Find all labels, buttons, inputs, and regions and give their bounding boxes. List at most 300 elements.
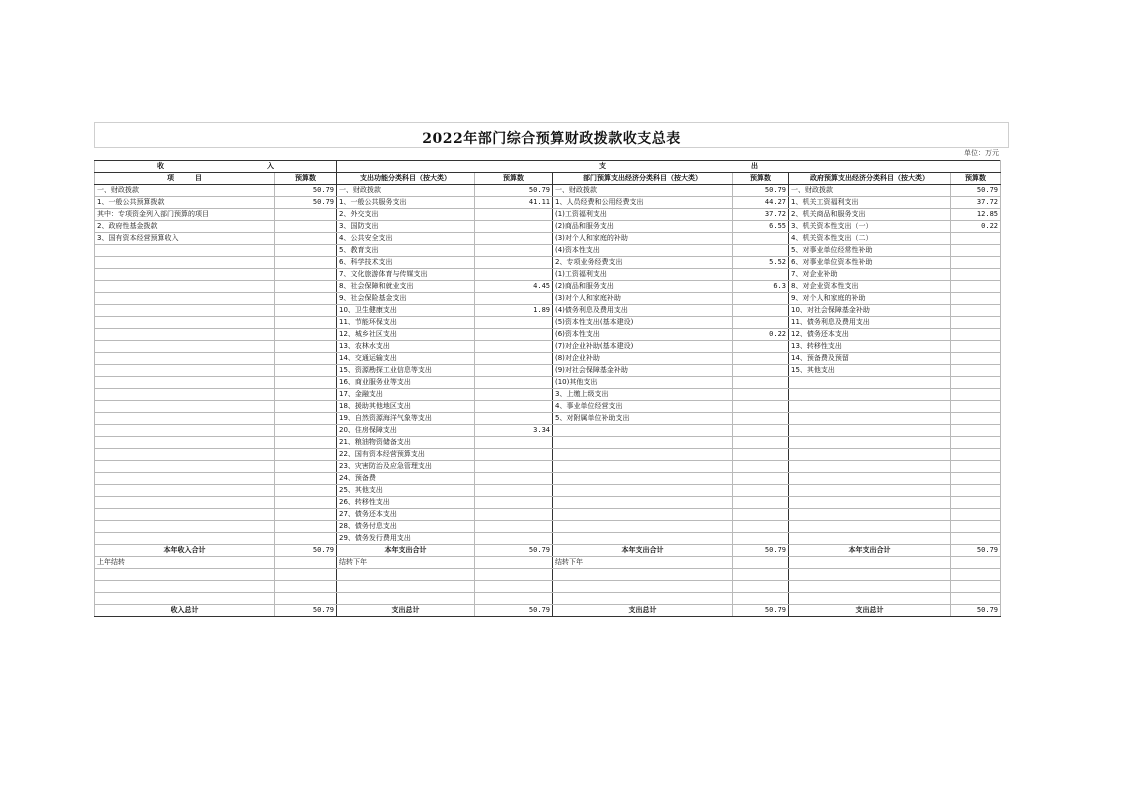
section-header-row bbox=[95, 161, 1001, 173]
budget-amount-cell bbox=[733, 497, 789, 509]
item-label-cell: 13、转移性支出 bbox=[789, 341, 951, 353]
item-label-cell: 17、金融支出 bbox=[337, 389, 475, 401]
budget-amount-cell bbox=[475, 521, 553, 533]
item-label-cell bbox=[553, 449, 733, 461]
budget-amount-cell: 50.79 bbox=[275, 545, 337, 557]
budget-sheet bbox=[94, 122, 1009, 687]
budget-amount-cell bbox=[275, 401, 337, 413]
table-row bbox=[95, 449, 1001, 461]
item-label-cell: 6、对事业单位资本性补助 bbox=[789, 257, 951, 269]
col-budget-header-3: 预算数 bbox=[733, 173, 789, 185]
budget-amount-cell bbox=[275, 245, 337, 257]
empty-cell bbox=[337, 593, 475, 605]
table-row bbox=[95, 341, 1001, 353]
item-label-cell bbox=[95, 341, 275, 353]
budget-amount-cell bbox=[733, 413, 789, 425]
budget-amount-cell: 50.79 bbox=[275, 185, 337, 197]
table-row bbox=[95, 329, 1001, 341]
budget-amount-cell bbox=[475, 245, 553, 257]
empty-cell bbox=[553, 569, 733, 581]
budget-amount-cell bbox=[951, 401, 1001, 413]
table-row bbox=[95, 365, 1001, 377]
budget-amount-cell bbox=[275, 353, 337, 365]
item-label-cell bbox=[95, 449, 275, 461]
budget-amount-cell bbox=[275, 557, 337, 569]
budget-amount-cell bbox=[733, 461, 789, 473]
table-row bbox=[95, 221, 1001, 233]
blank-row bbox=[95, 569, 1001, 581]
budget-amount-cell bbox=[275, 317, 337, 329]
blank-row bbox=[95, 593, 1001, 605]
item-label-cell bbox=[95, 329, 275, 341]
item-label-cell bbox=[789, 485, 951, 497]
budget-amount-cell bbox=[951, 257, 1001, 269]
table-row bbox=[95, 281, 1001, 293]
budget-amount-cell bbox=[275, 329, 337, 341]
item-label-cell: 18、援助其他地区支出 bbox=[337, 401, 475, 413]
budget-amount-cell bbox=[733, 233, 789, 245]
item-label-cell bbox=[553, 521, 733, 533]
budget-amount-cell bbox=[951, 233, 1001, 245]
budget-amount-cell: 5.52 bbox=[733, 257, 789, 269]
item-label-cell bbox=[789, 401, 951, 413]
item-label-cell: 3、国有资本经营预算收入 bbox=[95, 233, 275, 245]
item-label-cell: 28、债务付息支出 bbox=[337, 521, 475, 533]
budget-amount-cell: 50.79 bbox=[475, 185, 553, 197]
item-label-cell: 10、卫生健康支出 bbox=[337, 305, 475, 317]
table-row bbox=[95, 425, 1001, 437]
empty-cell bbox=[733, 581, 789, 593]
column-header-row bbox=[95, 173, 1001, 185]
budget-amount-cell bbox=[275, 281, 337, 293]
budget-amount-cell: 50.79 bbox=[275, 605, 337, 617]
income-label-2: 入 bbox=[267, 162, 274, 170]
item-label-cell: 9、社会保险基金支出 bbox=[337, 293, 475, 305]
item-label-cell: 3、国防支出 bbox=[337, 221, 475, 233]
empty-cell bbox=[951, 569, 1001, 581]
budget-amount-cell bbox=[951, 473, 1001, 485]
item-label-cell: 22、国有资本经营预算支出 bbox=[337, 449, 475, 461]
empty-cell bbox=[337, 569, 475, 581]
budget-amount-cell bbox=[951, 425, 1001, 437]
table-row bbox=[95, 185, 1001, 197]
empty-cell bbox=[553, 581, 733, 593]
budget-amount-cell bbox=[275, 521, 337, 533]
item-label-cell: 支出总计 bbox=[789, 605, 951, 617]
item-label-cell: 本年收入合计 bbox=[95, 545, 275, 557]
budget-amount-cell bbox=[733, 305, 789, 317]
budget-amount-cell bbox=[733, 269, 789, 281]
budget-amount-cell bbox=[475, 461, 553, 473]
budget-amount-cell bbox=[275, 269, 337, 281]
item-label-cell: 5、对事业单位经常性补助 bbox=[789, 245, 951, 257]
budget-amount-cell bbox=[275, 305, 337, 317]
year-total-row bbox=[95, 545, 1001, 557]
budget-amount-cell bbox=[733, 245, 789, 257]
item-label-cell bbox=[553, 509, 733, 521]
budget-amount-cell bbox=[275, 209, 337, 221]
item-label-cell bbox=[95, 389, 275, 401]
budget-amount-cell: 12.85 bbox=[951, 209, 1001, 221]
item-label-cell: (3)对个人和家庭的补助 bbox=[553, 233, 733, 245]
item-label-cell: (2)商品和服务支出 bbox=[553, 221, 733, 233]
budget-amount-cell bbox=[475, 437, 553, 449]
budget-amount-cell bbox=[275, 221, 337, 233]
item-label-cell bbox=[95, 437, 275, 449]
empty-cell bbox=[275, 581, 337, 593]
item-label-cell bbox=[553, 437, 733, 449]
item-label-cell bbox=[553, 533, 733, 545]
budget-amount-cell bbox=[275, 377, 337, 389]
budget-amount-cell: 41.11 bbox=[475, 197, 553, 209]
item-label-cell: 3、机关资本性支出（一） bbox=[789, 221, 951, 233]
col-budget-header-1: 预算数 bbox=[275, 173, 337, 185]
item-label-cell: 29、债务发行费用支出 bbox=[337, 533, 475, 545]
item-label-cell bbox=[95, 293, 275, 305]
item-label-cell: 本年支出合计 bbox=[553, 545, 733, 557]
budget-amount-cell: 3.34 bbox=[475, 425, 553, 437]
item-label-cell: 其中：专项资金列入部门预算的项目 bbox=[95, 209, 275, 221]
item-label-cell: 一、财政拨款 bbox=[553, 185, 733, 197]
budget-amount-cell bbox=[275, 389, 337, 401]
budget-amount-cell: 37.72 bbox=[951, 197, 1001, 209]
item-label-cell bbox=[95, 509, 275, 521]
budget-amount-cell: 0.22 bbox=[951, 221, 1001, 233]
item-label-cell: 6、科学技术支出 bbox=[337, 257, 475, 269]
item-label-cell: 20、住房保障支出 bbox=[337, 425, 475, 437]
item-label-cell bbox=[789, 497, 951, 509]
item-label-cell: 2、专项业务经费支出 bbox=[553, 257, 733, 269]
item-label-cell: 14、预备费及预留 bbox=[789, 353, 951, 365]
budget-amount-cell bbox=[733, 485, 789, 497]
budget-amount-cell: 4.45 bbox=[475, 281, 553, 293]
col-func-header: 支出功能分类科目（按大类） bbox=[337, 173, 475, 185]
budget-amount-cell bbox=[733, 317, 789, 329]
title-row bbox=[94, 122, 1009, 148]
budget-amount-cell bbox=[733, 341, 789, 353]
budget-amount-cell bbox=[275, 473, 337, 485]
item-label-cell: (1)工资福利支出 bbox=[553, 209, 733, 221]
budget-amount-cell bbox=[733, 377, 789, 389]
item-label-cell bbox=[95, 269, 275, 281]
budget-amount-cell bbox=[733, 449, 789, 461]
budget-amount-cell bbox=[951, 305, 1001, 317]
item-label-cell: (4)资本性支出 bbox=[553, 245, 733, 257]
budget-amount-cell bbox=[475, 293, 553, 305]
item-label-cell bbox=[95, 497, 275, 509]
budget-amount-cell bbox=[733, 521, 789, 533]
col-item-header: 项 目 bbox=[95, 173, 275, 185]
item-label-cell: 1、机关工资福利支出 bbox=[789, 197, 951, 209]
table-row bbox=[95, 293, 1001, 305]
empty-cell bbox=[95, 593, 275, 605]
item-label-cell: 4、事业单位经营支出 bbox=[553, 401, 733, 413]
budget-amount-cell bbox=[951, 437, 1001, 449]
item-label-cell bbox=[553, 497, 733, 509]
empty-cell bbox=[475, 593, 553, 605]
item-label-cell: 27、债务还本支出 bbox=[337, 509, 475, 521]
budget-amount-cell bbox=[475, 533, 553, 545]
item-label-cell bbox=[95, 305, 275, 317]
budget-amount-cell bbox=[475, 233, 553, 245]
budget-amount-cell: 50.79 bbox=[475, 545, 553, 557]
budget-amount-cell bbox=[951, 341, 1001, 353]
item-label-cell: 结转下年 bbox=[553, 557, 733, 569]
budget-amount-cell bbox=[733, 533, 789, 545]
empty-cell bbox=[789, 569, 951, 581]
item-label-cell bbox=[553, 473, 733, 485]
budget-amount-cell bbox=[275, 437, 337, 449]
item-label-cell: 4、公共安全支出 bbox=[337, 233, 475, 245]
item-label-cell: (9)对社会保障基金补助 bbox=[553, 365, 733, 377]
item-label-cell: 11、节能环保支出 bbox=[337, 317, 475, 329]
item-label-cell: (4)债务利息及费用支出 bbox=[553, 305, 733, 317]
item-label-cell bbox=[789, 473, 951, 485]
item-label-cell: (7)对企业补助(基本建设) bbox=[553, 341, 733, 353]
col-budget-header-2: 预算数 bbox=[475, 173, 553, 185]
budget-amount-cell: 6.55 bbox=[733, 221, 789, 233]
budget-amount-cell bbox=[475, 497, 553, 509]
item-label-cell: 8、对企业资本性支出 bbox=[789, 281, 951, 293]
expense-label-2: 出 bbox=[751, 162, 758, 170]
table-row bbox=[95, 233, 1001, 245]
table-row bbox=[95, 209, 1001, 221]
item-label-cell: 25、其他支出 bbox=[337, 485, 475, 497]
budget-amount-cell bbox=[475, 209, 553, 221]
budget-amount-cell bbox=[951, 497, 1001, 509]
table-row bbox=[95, 485, 1001, 497]
budget-amount-cell: 50.79 bbox=[733, 545, 789, 557]
item-label-cell bbox=[95, 461, 275, 473]
budget-amount-cell bbox=[475, 473, 553, 485]
item-label-cell bbox=[95, 365, 275, 377]
item-label-cell: 5、对附属单位补助支出 bbox=[553, 413, 733, 425]
budget-amount-cell bbox=[951, 353, 1001, 365]
item-label-cell bbox=[789, 389, 951, 401]
budget-amount-cell bbox=[475, 353, 553, 365]
budget-amount-cell bbox=[733, 353, 789, 365]
budget-amount-cell bbox=[951, 245, 1001, 257]
item-label-cell: 4、机关资本性支出（二） bbox=[789, 233, 951, 245]
item-label-cell: 12、债务还本支出 bbox=[789, 329, 951, 341]
item-label-cell bbox=[553, 425, 733, 437]
table-row bbox=[95, 497, 1001, 509]
table-row bbox=[95, 353, 1001, 365]
table-row bbox=[95, 509, 1001, 521]
item-label-cell: 上年结转 bbox=[95, 557, 275, 569]
item-label-cell bbox=[789, 377, 951, 389]
empty-cell bbox=[95, 569, 275, 581]
budget-amount-cell bbox=[951, 293, 1001, 305]
budget-amount-cell bbox=[733, 473, 789, 485]
item-label-cell: 13、农林水支出 bbox=[337, 341, 475, 353]
budget-amount-cell bbox=[951, 317, 1001, 329]
table-row bbox=[95, 305, 1001, 317]
grand-total-row bbox=[95, 605, 1001, 617]
item-label-cell: 19、自然资源海洋气象等支出 bbox=[337, 413, 475, 425]
empty-cell bbox=[475, 581, 553, 593]
table-row bbox=[95, 437, 1001, 449]
item-label-cell bbox=[95, 413, 275, 425]
budget-amount-cell bbox=[275, 341, 337, 353]
item-label-cell: 1、一般公共预算拨款 bbox=[95, 197, 275, 209]
table-row bbox=[95, 257, 1001, 269]
table-row bbox=[95, 461, 1001, 473]
item-label-cell: 2、外交支出 bbox=[337, 209, 475, 221]
budget-amount-cell bbox=[733, 509, 789, 521]
budget-amount-cell bbox=[275, 449, 337, 461]
table-row bbox=[95, 245, 1001, 257]
item-label-cell: 支出总计 bbox=[553, 605, 733, 617]
item-label-cell: 一、财政拨款 bbox=[95, 185, 275, 197]
budget-amount-cell: 44.27 bbox=[733, 197, 789, 209]
budget-amount-cell bbox=[733, 389, 789, 401]
item-label-cell: (8)对企业补助 bbox=[553, 353, 733, 365]
item-label-cell: 支出总计 bbox=[337, 605, 475, 617]
page-title: 2022年部门综合预算财政拨款收支总表 bbox=[422, 131, 681, 147]
table-row bbox=[95, 521, 1001, 533]
item-label-cell: 26、转移性支出 bbox=[337, 497, 475, 509]
expense-label: 支 bbox=[599, 162, 606, 170]
budget-amount-cell bbox=[733, 365, 789, 377]
item-label-cell: (5)资本性支出(基本建设) bbox=[553, 317, 733, 329]
table-row bbox=[95, 317, 1001, 329]
budget-amount-cell bbox=[951, 521, 1001, 533]
budget-amount-cell bbox=[733, 425, 789, 437]
income-label: 收 bbox=[157, 162, 164, 170]
table-row bbox=[95, 533, 1001, 545]
unit-row bbox=[94, 148, 1009, 160]
empty-cell bbox=[553, 593, 733, 605]
empty-cell bbox=[951, 593, 1001, 605]
col-dept-header: 部门预算支出经济分类科目（按大类） bbox=[553, 173, 733, 185]
item-label-cell: (3)对个人和家庭补助 bbox=[553, 293, 733, 305]
budget-amount-cell bbox=[475, 269, 553, 281]
item-label-cell bbox=[95, 473, 275, 485]
item-label-cell bbox=[789, 425, 951, 437]
expense-section-header bbox=[337, 161, 1001, 173]
budget-amount-cell bbox=[475, 557, 553, 569]
item-label-cell: (6)资本性支出 bbox=[553, 329, 733, 341]
item-label-cell bbox=[789, 413, 951, 425]
budget-amount-cell bbox=[275, 365, 337, 377]
col-gov-header: 政府预算支出经济分类科目（按大类） bbox=[789, 173, 951, 185]
item-label-cell bbox=[95, 317, 275, 329]
budget-amount-cell bbox=[733, 293, 789, 305]
budget-amount-cell bbox=[275, 257, 337, 269]
empty-cell bbox=[95, 581, 275, 593]
budget-amount-cell bbox=[951, 557, 1001, 569]
budget-amount-cell bbox=[951, 533, 1001, 545]
empty-cell bbox=[733, 593, 789, 605]
table-row bbox=[95, 197, 1001, 209]
budget-amount-cell bbox=[475, 365, 553, 377]
item-label-cell bbox=[95, 401, 275, 413]
item-label-cell: 23、灾害防治及应急管理支出 bbox=[337, 461, 475, 473]
item-label-cell: 9、对个人和家庭的补助 bbox=[789, 293, 951, 305]
empty-cell bbox=[275, 593, 337, 605]
budget-amount-cell bbox=[951, 329, 1001, 341]
item-label-cell: 14、交通运输支出 bbox=[337, 353, 475, 365]
item-label-cell: 本年支出合计 bbox=[789, 545, 951, 557]
budget-amount-cell: 37.72 bbox=[733, 209, 789, 221]
budget-amount-cell bbox=[951, 365, 1001, 377]
budget-amount-cell bbox=[475, 389, 553, 401]
item-label-cell bbox=[553, 485, 733, 497]
item-label-cell bbox=[789, 461, 951, 473]
blank-row bbox=[95, 581, 1001, 593]
item-label-cell bbox=[789, 437, 951, 449]
budget-amount-cell bbox=[475, 449, 553, 461]
budget-amount-cell bbox=[275, 533, 337, 545]
budget-amount-cell bbox=[475, 221, 553, 233]
item-label-cell bbox=[95, 533, 275, 545]
budget-amount-cell bbox=[951, 413, 1001, 425]
budget-amount-cell bbox=[475, 257, 553, 269]
budget-amount-cell bbox=[475, 401, 553, 413]
item-label-cell bbox=[95, 257, 275, 269]
item-label-cell: 5、教育支出 bbox=[337, 245, 475, 257]
budget-table bbox=[94, 160, 1001, 617]
item-label-cell: 收入总计 bbox=[95, 605, 275, 617]
empty-cell bbox=[275, 569, 337, 581]
item-label-cell: 7、对企业补助 bbox=[789, 269, 951, 281]
item-label-cell: 3、上缴上级支出 bbox=[553, 389, 733, 401]
income-section-header bbox=[95, 161, 337, 173]
budget-amount-cell bbox=[951, 281, 1001, 293]
item-label-cell: 本年支出合计 bbox=[337, 545, 475, 557]
item-label-cell bbox=[95, 425, 275, 437]
item-label-cell: 8、社会保障和就业支出 bbox=[337, 281, 475, 293]
budget-amount-cell bbox=[475, 413, 553, 425]
table-row bbox=[95, 413, 1001, 425]
budget-amount-cell bbox=[275, 497, 337, 509]
table-row bbox=[95, 473, 1001, 485]
item-label-cell: 一、财政拨款 bbox=[789, 185, 951, 197]
empty-cell bbox=[951, 581, 1001, 593]
item-label-cell: 15、资源勘探工业信息等支出 bbox=[337, 365, 475, 377]
item-label-cell: 1、一般公共服务支出 bbox=[337, 197, 475, 209]
budget-amount-cell bbox=[475, 341, 553, 353]
item-label-cell: 16、商业服务业等支出 bbox=[337, 377, 475, 389]
col-budget-header-4: 预算数 bbox=[951, 173, 1001, 185]
item-label-cell: 15、其他支出 bbox=[789, 365, 951, 377]
budget-amount-cell bbox=[951, 509, 1001, 521]
item-label-cell bbox=[95, 485, 275, 497]
item-label-cell: 结转下年 bbox=[337, 557, 475, 569]
empty-cell bbox=[789, 581, 951, 593]
budget-amount-cell bbox=[951, 485, 1001, 497]
budget-amount-cell bbox=[951, 461, 1001, 473]
budget-amount-cell bbox=[951, 269, 1001, 281]
budget-amount-cell bbox=[275, 509, 337, 521]
budget-amount-cell bbox=[951, 449, 1001, 461]
item-label-cell: 2、机关商品和服务支出 bbox=[789, 209, 951, 221]
budget-amount-cell bbox=[475, 485, 553, 497]
item-label-cell bbox=[95, 245, 275, 257]
item-label-cell: 24、预备费 bbox=[337, 473, 475, 485]
budget-amount-cell bbox=[275, 233, 337, 245]
budget-amount-cell bbox=[275, 293, 337, 305]
item-label-cell: 1、人员经费和公用经费支出 bbox=[553, 197, 733, 209]
budget-amount-cell: 50.79 bbox=[951, 185, 1001, 197]
budget-amount-cell: 1.89 bbox=[475, 305, 553, 317]
budget-amount-cell bbox=[275, 485, 337, 497]
budget-amount-cell bbox=[475, 329, 553, 341]
table-row bbox=[95, 401, 1001, 413]
budget-amount-cell bbox=[475, 377, 553, 389]
item-label-cell bbox=[789, 557, 951, 569]
